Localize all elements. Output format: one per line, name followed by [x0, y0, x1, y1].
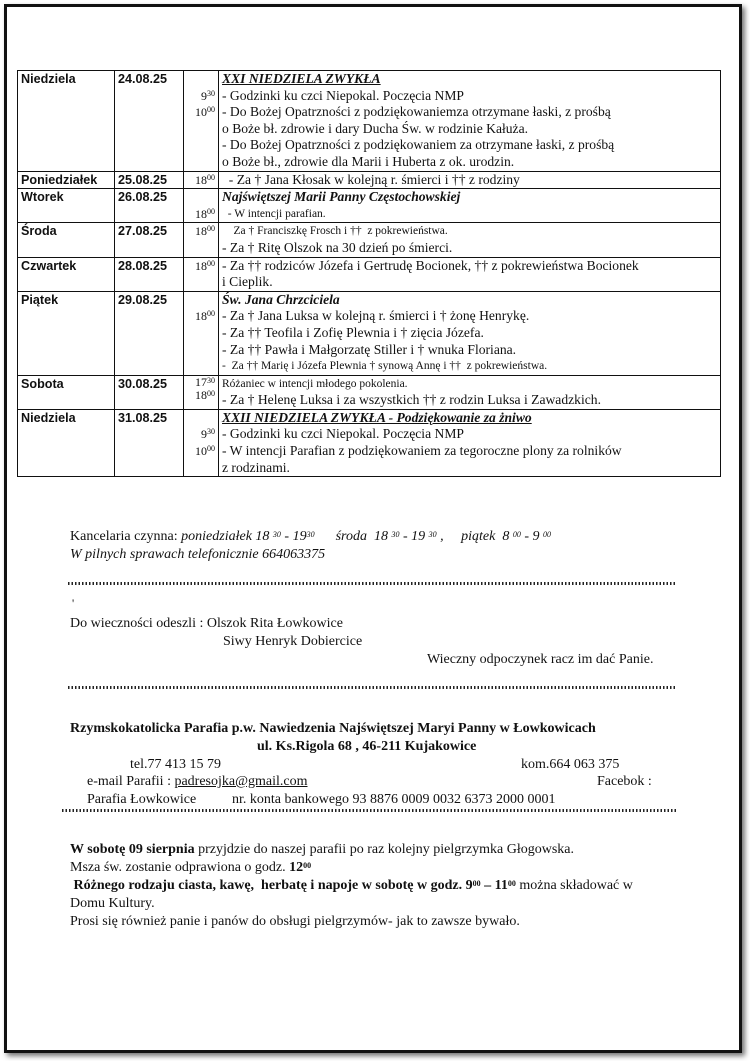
date-cell: 25.08.25	[115, 171, 184, 189]
hour-minutes: 30	[207, 375, 215, 385]
date-cell: 31.08.25	[115, 409, 184, 476]
intention-line: - Do Bożej Opatrzności z podziękowaniemza otrzymane łaski, z prośbą	[222, 104, 611, 120]
table-row	[18, 71, 721, 172]
table-row	[18, 223, 721, 257]
intention-line: o Boże bł. zdrowie i dary Ducha Św. w rodzinie Kałuża.	[222, 120, 529, 136]
hour-minutes: 00	[207, 172, 215, 182]
day-title: Najświętszej Marii Panny Częstochowskiej	[222, 189, 461, 205]
intention-line: - Za †† Pawła i Małgorzatę Stiller i † wnuka Floriana.	[222, 341, 517, 357]
facebook-name: Parafia Łowkowice	[87, 792, 197, 807]
mass-schedule-table	[17, 70, 721, 477]
intention-line: - Godzinki ku czci Niepokal. Poczęcia NMP	[222, 426, 464, 442]
parish-tel: tel.77 413 15 79	[130, 757, 221, 772]
notice-line: Domu Kultury.	[70, 896, 155, 911]
intention-cell	[219, 409, 721, 476]
table-row	[18, 171, 721, 189]
date-cell: 27.08.25	[115, 223, 184, 257]
intention-line: - Godzinki ku czci Niepokal. Poczęcia NMP	[222, 87, 464, 103]
day-title: Św. Jana Chrzciciela	[222, 291, 340, 307]
intention-line: z rodzinami.	[222, 459, 290, 475]
hour-minutes: 00	[207, 258, 215, 268]
deceased-label: Do wieczności odeszli : Olszok Rita Łowkowice	[70, 616, 343, 631]
hour-cell	[184, 291, 219, 375]
urgent-phone: W pilnych sprawach telefonicznie 664063375	[70, 547, 326, 562]
hour-minutes: 00	[207, 224, 215, 234]
hour-minutes: 00	[207, 309, 215, 319]
hour-cell	[184, 257, 219, 291]
hour-cell	[184, 71, 219, 172]
intention-line: - Za †† rodziców Józefa i Gertrudę Bocionek, †† z pokrewieństwa Bocionek	[222, 257, 639, 273]
notice-line: Msza św. zostanie odprawiona o godz. $12^{00}$	[70, 860, 312, 875]
email-link[interactable]: padresojka@gmail.com	[174, 774, 308, 789]
hour-minutes: 00	[207, 444, 215, 454]
stray-mark: '	[72, 596, 75, 610]
hour-value: 9	[201, 88, 207, 103]
date-cell: 24.08.25	[115, 71, 184, 172]
hour-minutes: 30	[207, 427, 215, 437]
notice-line: Różnego rodzaju ciasta, kawę, herbatę i napoje w sobotę w godz. $9^{00} - 11^{00}$ można składować w	[70, 878, 633, 893]
hour-minutes: 30	[207, 88, 215, 98]
date-cell: 28.08.25	[115, 257, 184, 291]
parish-email: e-mail Parafii : padresojka@gmail.com	[87, 774, 308, 789]
hour-value: 10	[195, 444, 207, 459]
day-cell: Niedziela	[18, 71, 115, 172]
day-cell: Sobota	[18, 375, 115, 409]
hour-minutes: 00	[207, 388, 215, 398]
table-row	[18, 409, 721, 476]
hour-value: 18	[195, 309, 207, 324]
hour-cell	[184, 375, 219, 409]
bank-account: nr. konta bankowego 93 8876 0009 0032 6373 2000 0001	[232, 792, 556, 807]
date-cell: 30.08.25	[115, 375, 184, 409]
hour-value: 10	[195, 105, 207, 120]
intention-cell	[219, 375, 721, 409]
facebook-label: Facebok :	[597, 774, 652, 789]
deceased-second: Siwy Henryk Dobiercice	[223, 634, 363, 649]
date-cell: 29.08.25	[115, 291, 184, 375]
table-row	[18, 257, 721, 291]
intention-cell	[219, 257, 721, 291]
intention-line: - Za †† Teofila i Zofię Plewnia i † zięcia Józefa.	[222, 324, 484, 340]
parish-mobile: kom.664 063 375	[521, 757, 620, 772]
intention-cell	[219, 71, 721, 172]
prayer-line: Wieczny odpoczynek racz im dać Panie.	[427, 652, 654, 667]
intention-line: o Boże bł., zdrowie dla Marii i Huberta z ok. urodzin.	[222, 153, 515, 169]
separator	[62, 809, 678, 812]
intention-line: - Za †† Marię i Józefa Plewnia † synową Annę i †† z pokrewieństwa.	[222, 360, 548, 373]
intention-line: - Za † Helenę Luksa i za wszystkich †† z rodzin Luksa i Zawadzkich.	[222, 392, 601, 408]
intention-line: - Do Bożej Opatrzności z podziękowaniem za otrzymane łaski, z prośbą	[222, 137, 615, 153]
day-cell: Piątek	[18, 291, 115, 375]
separator	[68, 582, 676, 585]
intention-line: - Za † Ritę Olszok na 30 dzień po śmierci.	[222, 239, 453, 255]
day-cell: Czwartek	[18, 257, 115, 291]
hour-value: 18	[195, 387, 207, 402]
hour-value: 9	[201, 427, 207, 442]
hour-value: 18	[195, 224, 207, 239]
hour-cell	[184, 189, 219, 223]
day-cell: Wtorek	[18, 189, 115, 223]
hour-value: 18	[195, 206, 207, 221]
hour-value: 18	[195, 172, 207, 187]
office-hours: Kancelaria czynna: poniedziałek 18 $^{30} - 19^{30}$ środa 18 $^{30}$ - 19 $^{30}$ , piątek 8 $^{00}$ - 9 $^{00}$	[70, 529, 552, 544]
day-title: XXI NIEDZIELA ZWYKŁA	[222, 71, 381, 86]
table-row	[18, 375, 721, 409]
hour-cell	[184, 223, 219, 257]
hour-minutes: 00	[207, 105, 215, 115]
day-title: XXII NIEDZIELA ZWYKŁA - Podziękowanie za żniwo	[222, 409, 532, 425]
hour-cell	[184, 171, 219, 189]
intention-line: - W intencji Parafian z podziękowaniem za tegoroczne plony za rolników	[222, 443, 622, 459]
intention-cell	[219, 291, 721, 375]
date-cell: 26.08.25	[115, 189, 184, 223]
parish-name: Rzymskokatolicka Parafia p.w. Nawiedzenia Najświętszej Maryi Panny w Łowkowicach	[70, 721, 596, 736]
table-row	[18, 189, 721, 223]
day-cell: Poniedziałek	[18, 171, 115, 189]
parish-address: ul. Ks.Rigola 68 , 46-211 Kujakowice	[257, 739, 477, 754]
intention-line: - W intencji parafian.	[222, 207, 326, 220]
intention-line: i Cieplik.	[222, 274, 273, 290]
intention-cell	[219, 189, 721, 223]
notice-line: W sobotę 09 sierpnia przyjdzie do naszej parafii po raz kolejny pielgrzymka Głogowska.	[70, 842, 575, 857]
intention-cell	[219, 223, 721, 257]
intention-line: Różaniec w intencji młodego pokolenia.	[222, 377, 408, 390]
intention-line: Za † Franciszkę Frosch i †† z pokrewieństwa.	[222, 225, 448, 238]
hour-value: 17	[195, 374, 207, 389]
intention-cell	[219, 171, 721, 189]
hour-value: 18	[195, 258, 207, 273]
intention-line: - Za † Jana Luksa w kolejną r. śmierci i † żonę Henrykę.	[222, 308, 530, 324]
hour-minutes: 00	[207, 206, 215, 216]
table-row	[18, 291, 721, 375]
day-cell: Niedziela	[18, 409, 115, 476]
day-cell: Środa	[18, 223, 115, 257]
separator	[68, 686, 676, 689]
notice-line: Prosi się również panie i panów do obsługi pielgrzymów- jak to zawsze bywało.	[70, 914, 520, 929]
hour-cell	[184, 409, 219, 476]
intention-line: - Za † Jana Kłosak w kolejną r. śmierci i †† z rodziny	[222, 171, 520, 187]
